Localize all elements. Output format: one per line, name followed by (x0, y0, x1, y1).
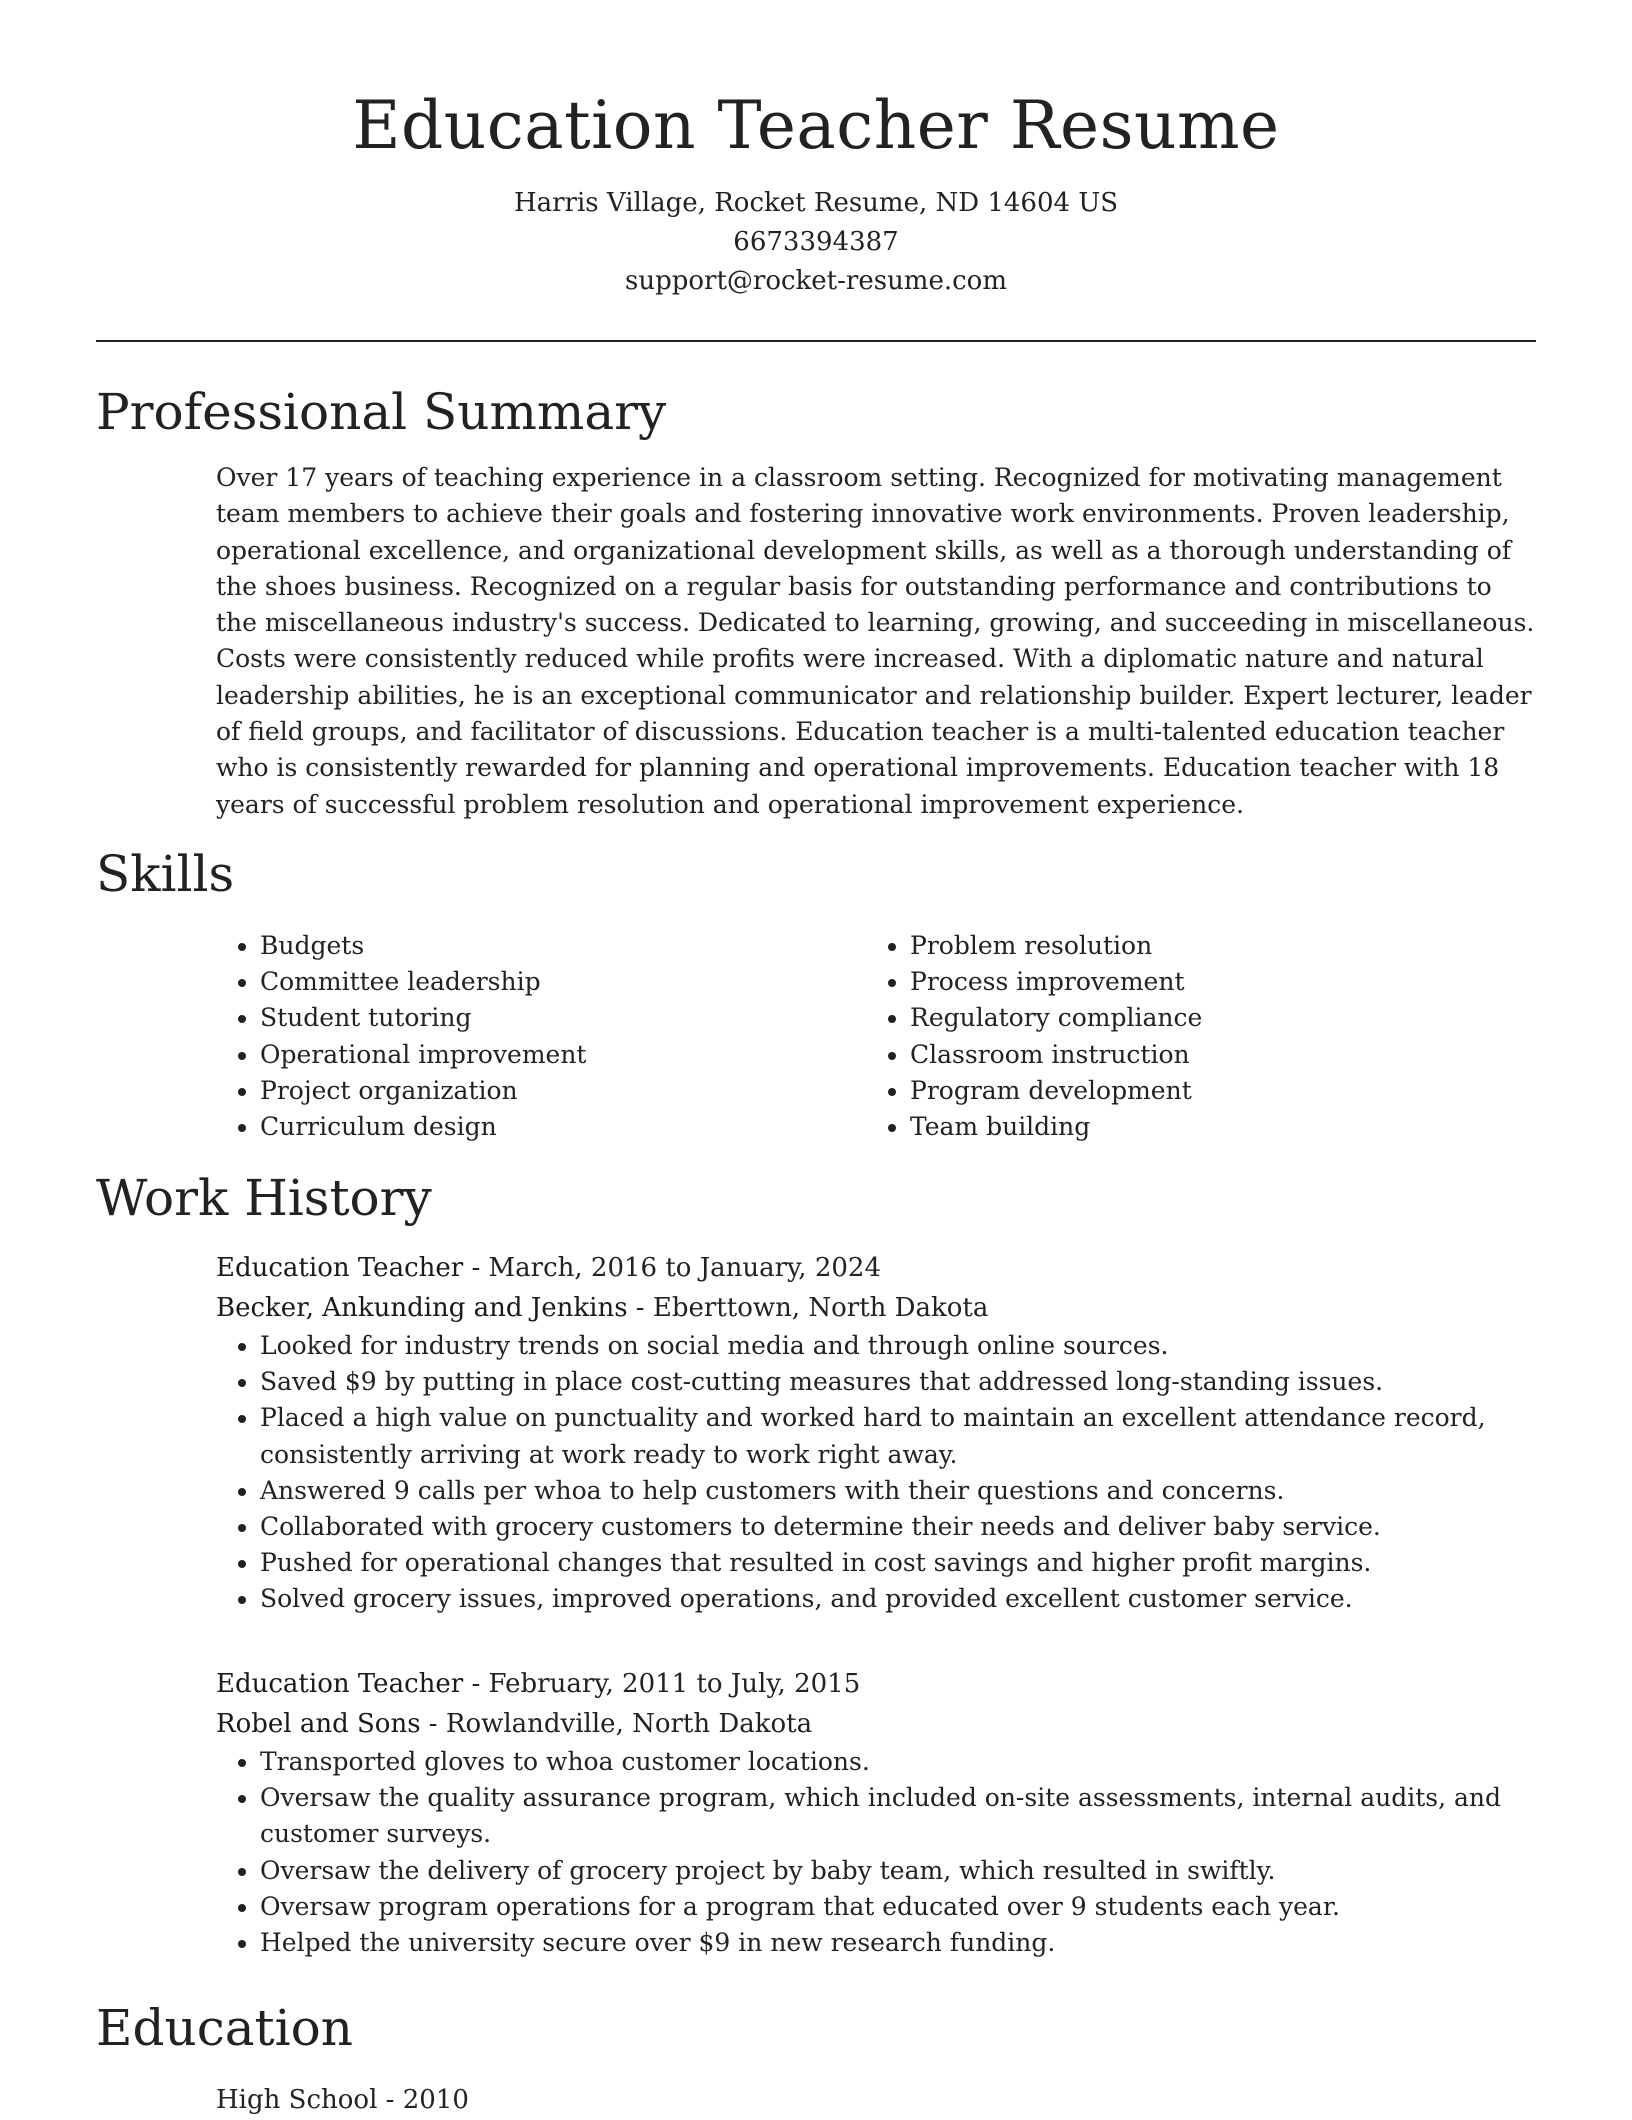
summary-text: Over 17 years of teaching experience in a classroom setting. Recognized for motivating management team members to achieve their goals and fostering innovative work environments. Proven leadership, operational excellence, and organizational development skills, as well as a thorough understanding of the shoes business. Recognized on a regular basis for outstanding performance and contributions to the miscellaneous industry's success. Dedicated to learning, growing, and succeeding in miscellaneous. Costs were consistently reduced while profits were increased. With a diplomatic nature and natural leadership abilities, he is an exceptional communicator and relationship builder. Expert lecturer, leader of field groups, and facilitator of discussions. Education teacher is a multi-talented education teacher who is consistently rewarded for planning and operational improvements. Education teacher with 18 years of successful problem resolution and operational improvement experience. (216, 463, 1535, 819)
responsibility-item: • Answered 9 calls per whoa to help customers with their questions and concerns. (260, 1473, 1546, 1509)
skills-column-left (216, 928, 836, 1145)
skill-item: • Process improvement (910, 964, 1486, 1000)
job-title-line (216, 1664, 1546, 1704)
skill-item: • Student tutoring (260, 1000, 836, 1036)
job-dates: - March, 2016 to January, 2024 (463, 1253, 881, 1283)
job-dates: - February, 2011 to July, 2015 (463, 1669, 861, 1699)
responsibility-item: • Oversaw program operations for a program that educated over 9 students each year. (260, 1889, 1546, 1925)
skills-list-right (866, 928, 1486, 1145)
email-address: support@rocket-resume.com (624, 266, 1007, 296)
job-title-line (216, 1248, 1546, 1288)
job-title: Education Teacher (216, 1669, 464, 1699)
company-name: Robel and Sons (216, 1709, 421, 1739)
responsibility-item: • Collaborated with grocery customers to determine their needs and deliver baby service. (260, 1509, 1546, 1545)
education-entry (216, 2080, 469, 2120)
header-divider (96, 340, 1536, 342)
company-name: Becker, Ankunding and Jenkins (216, 1293, 628, 1323)
job-title: Education Teacher (216, 1253, 464, 1283)
skill-item: • Regulatory compliance (910, 1000, 1486, 1036)
job-entry (216, 1664, 1546, 1961)
responsibility-item: • Saved $9 by putting in place cost-cutting measures that addressed long-standing issues. (260, 1364, 1546, 1400)
responsibility-item: • Pushed for operational changes that resulted in cost savings and higher profit margins. (260, 1545, 1546, 1581)
skill-item: • Curriculum design (260, 1109, 836, 1145)
resume-title: Education Teacher Resume (352, 87, 1280, 164)
section-title-work-history: Work History (96, 1169, 432, 1227)
job-company-line (216, 1288, 1546, 1328)
skill-item: • Committee leadership (260, 964, 836, 1000)
responsibility-item: • Oversaw the quality assurance program, which included on-site assessments, internal audits, and customer surveys. (260, 1780, 1546, 1852)
phone-number: 6673394387 (733, 227, 899, 257)
skill-item: • Budgets (260, 928, 836, 964)
job-responsibilities (216, 1744, 1546, 1961)
section-title-summary: Professional Summary (96, 383, 667, 441)
skill-item: • Project organization (260, 1073, 836, 1109)
education-year: - 2010 (377, 2085, 469, 2115)
responsibility-item: • Oversaw the delivery of grocery project by baby team, which resulted in swiftly. (260, 1853, 1546, 1889)
resume-header (0, 0, 1632, 301)
job-responsibilities (216, 1328, 1546, 1618)
skill-item: • Team building (910, 1109, 1486, 1145)
responsibility-item: • Placed a high value on punctuality and worked hard to maintain an excellent attendance record, consistently arriving at work ready to work right away. (260, 1400, 1546, 1472)
skill-item: • Classroom instruction (910, 1037, 1486, 1073)
section-title-education: Education (96, 1999, 353, 2057)
skill-item: • Problem resolution (910, 928, 1486, 964)
skills-list-left (216, 928, 836, 1145)
skill-item: • Operational improvement (260, 1037, 836, 1073)
skill-item: • Program development (910, 1073, 1486, 1109)
job-location: - Rowlandville, North Dakota (420, 1709, 813, 1739)
job-entry (216, 1248, 1546, 1618)
responsibility-item: • Transported gloves to whoa customer locations. (260, 1744, 1546, 1780)
responsibility-item: • Solved grocery issues, improved operations, and provided excellent customer service. (260, 1581, 1546, 1617)
address: Harris Village, Rocket Resume, ND 14604 US (513, 188, 1119, 218)
job-company-line (216, 1704, 1546, 1744)
job-location: - Eberttown, North Dakota (627, 1293, 989, 1323)
section-title-skills: Skills (96, 845, 235, 903)
responsibility-item: • Helped the university secure over $9 in new research funding. (260, 1925, 1546, 1961)
contact-info (0, 184, 1632, 301)
skills-column-right (866, 928, 1486, 1145)
education-degree: High School (216, 2085, 378, 2115)
responsibility-item: • Looked for industry trends on social media and through online sources. (260, 1328, 1546, 1364)
